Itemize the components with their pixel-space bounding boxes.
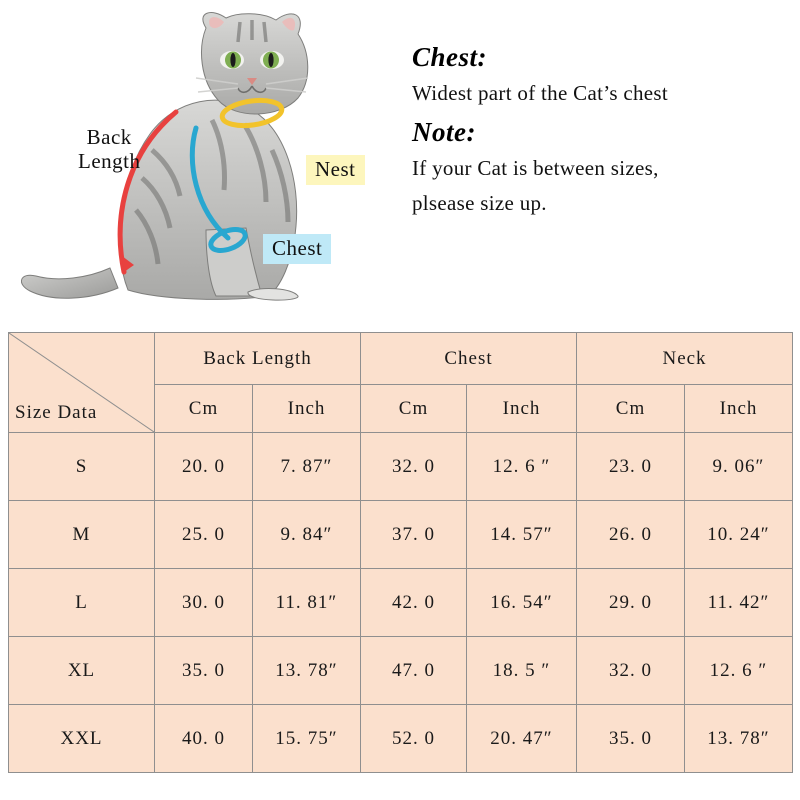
cell-chest-cm: 37. 0 — [361, 501, 467, 569]
cell-chest-cm: 32. 0 — [361, 433, 467, 501]
cell-chest-inch: 16. 54″ — [467, 569, 577, 637]
cell-back-length-cm: 40. 0 — [155, 705, 253, 773]
row-size-label: S — [9, 433, 155, 501]
cell-neck-cm: 26. 0 — [577, 501, 685, 569]
illustration-area — [0, 0, 800, 330]
group-header-chest: Chest — [361, 333, 577, 385]
unit-header-neck-cm: Cm — [577, 385, 685, 433]
cell-neck-inch: 13. 78″ — [685, 705, 793, 773]
cat-tail — [21, 268, 118, 298]
info-text-block — [412, 42, 790, 223]
table-row — [9, 501, 793, 569]
back-length-label-line1: Back — [86, 125, 132, 149]
cell-chest-inch: 12. 6 ″ — [467, 433, 577, 501]
cell-neck-inch: 11. 42″ — [685, 569, 793, 637]
cell-chest-inch: 18. 5 ″ — [467, 637, 577, 705]
cell-neck-cm: 29. 0 — [577, 569, 685, 637]
cat-paw — [248, 289, 298, 301]
table-row — [9, 433, 793, 501]
chest-description: Widest part of the Cat’s chest — [412, 81, 669, 105]
cell-back-length-inch: 9. 84″ — [253, 501, 361, 569]
cell-back-length-inch: 13. 78″ — [253, 637, 361, 705]
cell-chest-cm: 42. 0 — [361, 569, 467, 637]
cell-back-length-cm: 20. 0 — [155, 433, 253, 501]
note-heading: Note: — [412, 117, 476, 148]
cell-back-length-inch: 11. 81″ — [253, 569, 361, 637]
table-row — [9, 705, 793, 773]
cell-chest-inch: 20. 47″ — [467, 705, 577, 773]
cell-neck-inch: 9. 06″ — [685, 433, 793, 501]
size-data-table — [8, 332, 793, 773]
cell-chest-cm: 52. 0 — [361, 705, 467, 773]
nest-callout: Nest — [306, 155, 365, 185]
note-line-1: If your Cat is between sizes, — [412, 156, 659, 181]
cell-neck-cm: 32. 0 — [577, 637, 685, 705]
unit-header-chest-cm: Cm — [361, 385, 467, 433]
row-size-label: L — [9, 569, 155, 637]
cell-neck-cm: 23. 0 — [577, 433, 685, 501]
unit-header-chest-inch: Inch — [467, 385, 577, 433]
row-size-label: XXL — [9, 705, 155, 773]
unit-header-back-length-inch: Inch — [253, 385, 361, 433]
cell-back-length-inch: 15. 75″ — [253, 705, 361, 773]
cell-neck-cm: 35. 0 — [577, 705, 685, 773]
table-group-header-row — [9, 333, 793, 385]
back-length-callout — [78, 125, 140, 173]
cell-chest-cm: 47. 0 — [361, 637, 467, 705]
table-row — [9, 569, 793, 637]
group-header-back-length: Back Length — [155, 333, 361, 385]
table-row — [9, 637, 793, 705]
cell-neck-inch: 12. 6 ″ — [685, 637, 793, 705]
cell-back-length-cm: 25. 0 — [155, 501, 253, 569]
cell-back-length-cm: 35. 0 — [155, 637, 253, 705]
corner-size-data-cell — [9, 333, 155, 433]
back-length-label-line2: Length — [78, 149, 141, 174]
note-line-2: plsease size up. — [412, 190, 547, 215]
cell-back-length-cm: 30. 0 — [155, 569, 253, 637]
chest-callout: Chest — [263, 234, 331, 264]
row-size-label: XL — [9, 637, 155, 705]
cell-neck-inch: 10. 24″ — [685, 501, 793, 569]
size-data-label: Size Data — [15, 402, 98, 423]
cell-chest-inch: 14. 57″ — [467, 501, 577, 569]
unit-header-neck-inch: Inch — [685, 385, 793, 433]
group-header-neck: Neck — [577, 333, 793, 385]
unit-header-back-length-cm: Cm — [155, 385, 253, 433]
row-size-label: M — [9, 501, 155, 569]
cell-back-length-inch: 7. 87″ — [253, 433, 361, 501]
chest-heading: Chest: — [412, 42, 488, 72]
